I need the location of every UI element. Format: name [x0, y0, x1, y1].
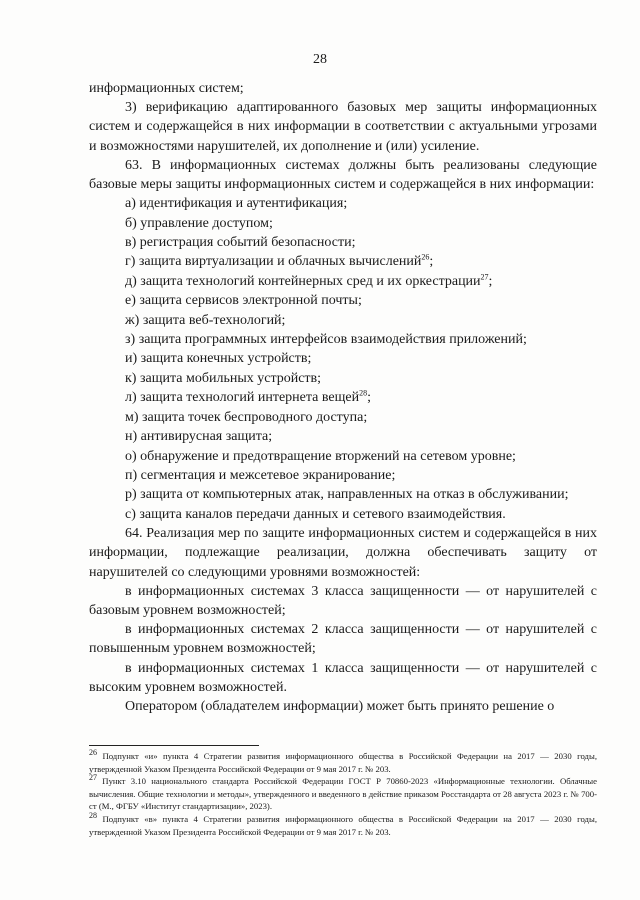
- paragraph-class-2: в информационных системах 2 класса защищенности — от нарушителей с повышенным уровнем возможностей;: [89, 622, 597, 657]
- footnotes: [89, 745, 597, 838]
- list-item: м) защита точек беспроводного доступа;: [125, 409, 368, 425]
- list-item: п) сегментация и межсетевое экранирование;: [125, 467, 396, 483]
- paragraph-operator: Оператором (обладателем информации) может быть принято решение о: [125, 698, 555, 714]
- paragraph-64: 64. Реализация мер по защите информационных систем и содержащейся в них информации, подлежащие реализации, должна обеспечивать защиту от нарушителей со следующими уровнями возможностей:: [89, 526, 597, 580]
- paragraph-continuation: информационных систем;: [89, 81, 244, 96]
- footnote: $^{26}$ Подпункт «и» пункта 4 Стратегии развития информационного общества в Российской Федерации на 2017 — 2030 годы, утвержденной Указом Президента Российской Федерации от 9 мая 2017 г. № 203.: [89, 748, 597, 774]
- body-text: [89, 79, 597, 716]
- list-item: с) защита каналов передачи данных и сетевого взаимодействия.: [125, 506, 506, 522]
- list-item: б) управление доступом;: [125, 215, 273, 231]
- list-item: г) защита виртуализации и облачных вычислений$^{26}$;: [125, 252, 434, 270]
- list-item: л) защита технологий интернета вещей$^{28}$;: [125, 388, 371, 406]
- list-item: а) идентификация и аутентификация;: [125, 196, 348, 212]
- list-item: ж) защита веб-технологий;: [125, 312, 286, 328]
- page-number: 28: [313, 52, 327, 67]
- footnote-ref: 27: [480, 272, 489, 282]
- measures-list: [89, 194, 597, 524]
- list-item: д) защита технологий контейнерных сред и их оркестрации$^{27}$;: [125, 272, 493, 289]
- footnote-divider: [89, 745, 259, 746]
- list-item: в) регистрация событий безопасности;: [125, 235, 356, 251]
- list-item: о) обнаружение и предотвращение вторжений на сетевом уровне;: [125, 448, 516, 464]
- footnote-ref: 26: [421, 252, 430, 262]
- list-item: н) антивирусная защита;: [125, 429, 273, 445]
- list-item: р) защита от компьютерных атак, направленных на отказ в обслуживании;: [125, 487, 569, 503]
- footnote: $^{28}$ Подпункт «в» пункта 4 Стратегии развития информационного общества в Российской Федерации на 2017 — 2030 годы, утвержденной Указом Президента Российской Федерации от 9 мая 2017 г. № 203.: [89, 811, 597, 837]
- paragraph-class-1: в информационных системах 1 класса защищенности — от нарушителей с высоким уровнем возможностей.: [89, 660, 597, 695]
- list-item: з) защита программных интерфейсов взаимодействия приложений;: [125, 332, 527, 348]
- list-item: и) защита конечных устройств;: [125, 351, 312, 367]
- footnote-number: 27: [89, 773, 97, 783]
- list-item: к) защита мобильных устройств;: [125, 370, 322, 386]
- paragraph-class-3: в информационных системах 3 класса защищенности — от нарушителей с базовым уровнем возможностей;: [89, 583, 597, 618]
- paragraph-63: 63. В информационных системах должны быть реализованы следующие базовые меры защиты информационных систем и содержащейся в них информации:: [89, 157, 597, 193]
- footnote-number: 26: [89, 748, 97, 758]
- footnote-number: 28: [89, 811, 97, 821]
- footnote: $^{27}$ Пункт 3.10 национального стандарта Российской Федерации ГОСТ Р 70860-2023 «Информационные технологии. Облачные вычисления. Общие технологии и методы», утвержденного и введенного в действие приказом Росстандарта от 28 августа 2023 г. № 700-ст (М., ФГБУ «Институт стандартизации», 2023).: [89, 773, 597, 812]
- footnote-ref: 28: [359, 388, 368, 398]
- paragraph-item-3: 3) верификацию адаптированного базовых мер защиты информационных систем и содержащейся в них информации в соответствии с актуальными угрозами и возможностями нарушителей, их дополнение и (или) усиление.: [89, 100, 597, 154]
- list-item: е) защита сервисов электронной почты;: [125, 293, 362, 309]
